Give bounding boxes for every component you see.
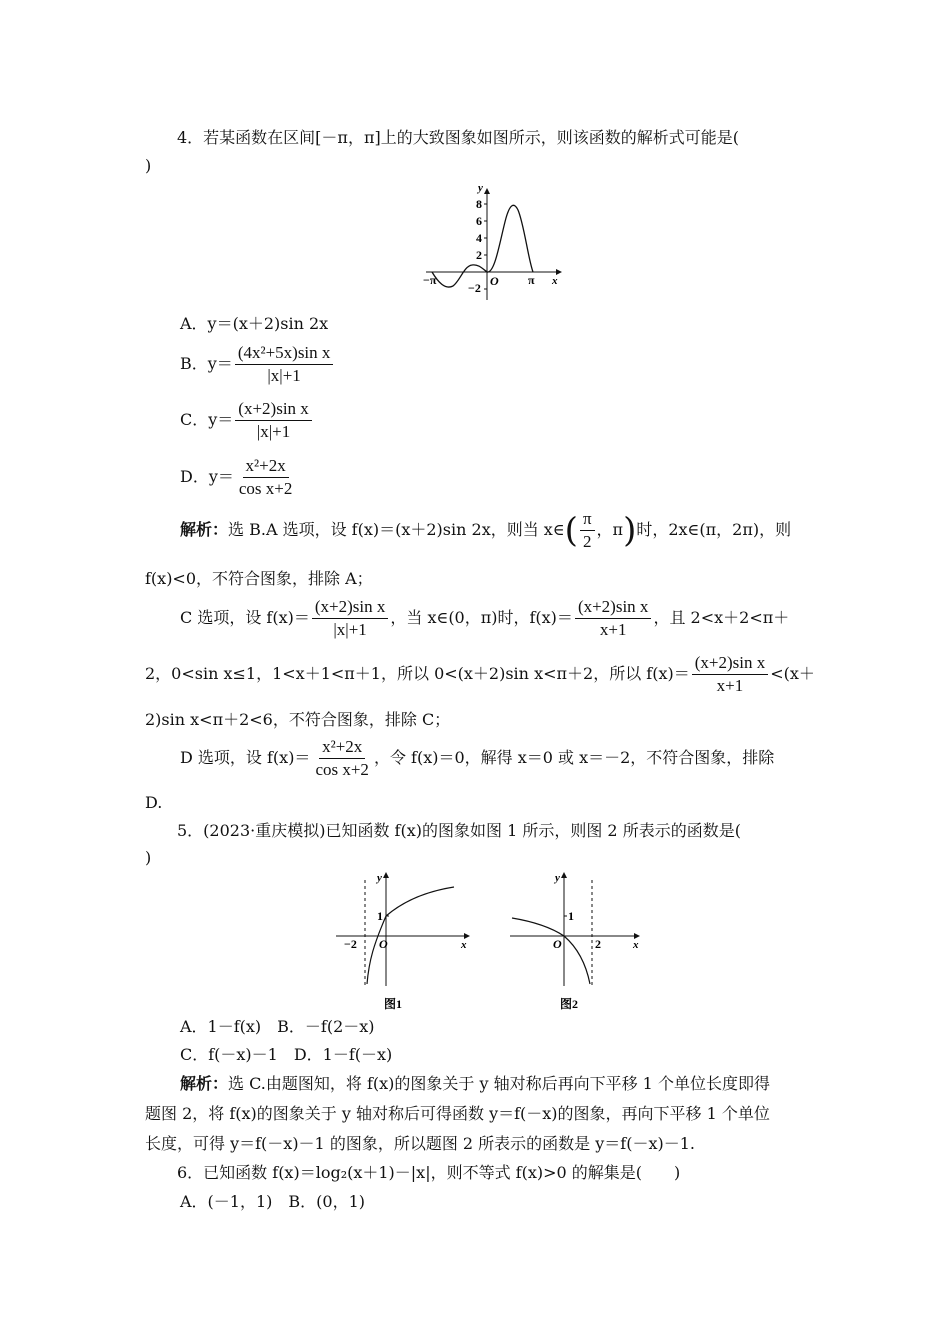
q4-tick-6: 6 (476, 214, 482, 228)
q5-fig2-origin: O (553, 937, 562, 951)
q5-solution-line1: 解析：选 C.由题图知，将 f(x)的图象关于 y 轴对称后再向下平移 1 个单位长度即得 (180, 1074, 770, 1093)
q4-y-arrow (484, 188, 490, 194)
q5-fig2-caption: 图2 (560, 997, 579, 1010)
q5-figure-1 (334, 868, 474, 1010)
q4-solution-line4: 2，0<sin x≤1，1<x＋1<π＋1，所以 0<(x＋2)sin x<π＋2，所以 f(x)＝ $\frac{\text{(x+2)sin x}}{x+1}$ <(x＋ (145, 653, 815, 695)
q5-fig2-x-label: x (633, 939, 639, 951)
q4-solution-line6: D 选项，设 f(x)＝ $\frac{\text{x²+2x}}{\text{cos x+2}}$ ，令 f(x)＝0，解得 x＝0 或 x＝－2，不符合图象，排除 (180, 737, 775, 779)
q5-fig1-y-label: y (377, 872, 382, 884)
q4-option-d: D．y＝ $\frac{\text{x²+2x}}{\text{cos x+2}}$ (180, 456, 293, 498)
q4-solution-line7: D. (145, 793, 163, 812)
q4-curve (432, 205, 533, 287)
q4-stem: 4．若某函数在区间[－π，π]上的大致图象如图所示，则该函数的解析式可能是( (177, 128, 739, 147)
q4-tick-4: 4 (476, 231, 482, 245)
q4-x-label: x (552, 275, 558, 287)
q4-graph (420, 180, 565, 305)
q5-solution-line3: 长度，可得 y＝f(－x)－1 的图象，所以题图 2 所表示的函数是 y＝f(－x)－1. (145, 1134, 695, 1153)
q5-fig1-x-label: x (461, 939, 467, 951)
q4-tick-neg2: −2 (468, 281, 481, 295)
q5-options-cd: C．f(－x)－1 D．1－f(－x) (180, 1045, 393, 1064)
q4-solution-line5: 2)sin x<π＋2<6，不符合图象，排除 C； (145, 710, 451, 729)
q4-solution-line1: 解析：选 B.A 选项，设 f(x)＝(x＋2)sin 2x，则当 x∈( $\frac{\pi}{2}$ ，π)时，2x∈(π，2π)，则 (180, 509, 792, 551)
q4-stem-paren: ) (145, 156, 152, 175)
q4-tick-8: 8 (476, 197, 482, 211)
q4-solution-line2: f(x)<0，不符合图象，排除 A； (145, 569, 373, 588)
q4-option-a: A．y＝(x＋2)sin 2x (180, 314, 329, 333)
q5-fig1-tick-neg2: −2 (344, 937, 357, 951)
q5-stem-paren: ) (145, 848, 152, 867)
q5-fig1-caption: 图1 (384, 997, 403, 1010)
q4-solution-line3: C 选项，设 f(x)＝ $\frac{\text{(x+2)sin x}}{|x|+1}$ ，当 x∈(0，π)时，f(x)＝ $\frac{\text{(x+2)sin x}}{x+1}$ ，且 2<x＋2<π＋ (180, 597, 790, 639)
q5-stem: 5．(2023·重庆模拟)已知函数 f(x)的图象如图 1 所示，则图 2 所表示的函数是( (177, 821, 741, 840)
q5-fig2-tick-1: 1 (568, 909, 574, 923)
q5-options-ab: A．1－f(x) B．－f(2－x) (180, 1017, 375, 1036)
q5-figure-2 (506, 868, 646, 1010)
q5-fig2-tick-2: 2 (595, 937, 601, 951)
q4-tick-neg-pi: −π (423, 273, 437, 287)
q4-y-label: y (478, 182, 483, 194)
q4-option-c: C．y＝ $\frac{\text{(x+2)sin x}}{|x|+1}$ (180, 400, 314, 441)
q6-options-ab: A．(－1，1) B．(0，1) (180, 1192, 366, 1211)
q4-option-b: B．y＝ $\frac{\text{(4x²+5x)sin x}}{|x|+1}$ (180, 344, 335, 385)
q4-origin: O (490, 274, 499, 288)
q6-stem: 6．已知函数 f(x)＝log₂(x＋1)－|x|，则不等式 f(x)>0 的解集是( ) (177, 1163, 681, 1182)
q5-fig1-tick-1: 1 (377, 909, 383, 923)
q5-fig1-origin: O (379, 937, 388, 951)
q5-fig2-curve (512, 918, 590, 984)
q5-solution-line2: 题图 2，将 f(x)的图象关于 y 轴对称后可得函数 y＝f(－x)的图象，再向下平移 1 个单位 (145, 1104, 770, 1123)
q5-fig2-y-label: y (555, 872, 560, 884)
q4-tick-2: 2 (476, 248, 482, 262)
q4-tick-pi: π (528, 273, 535, 287)
